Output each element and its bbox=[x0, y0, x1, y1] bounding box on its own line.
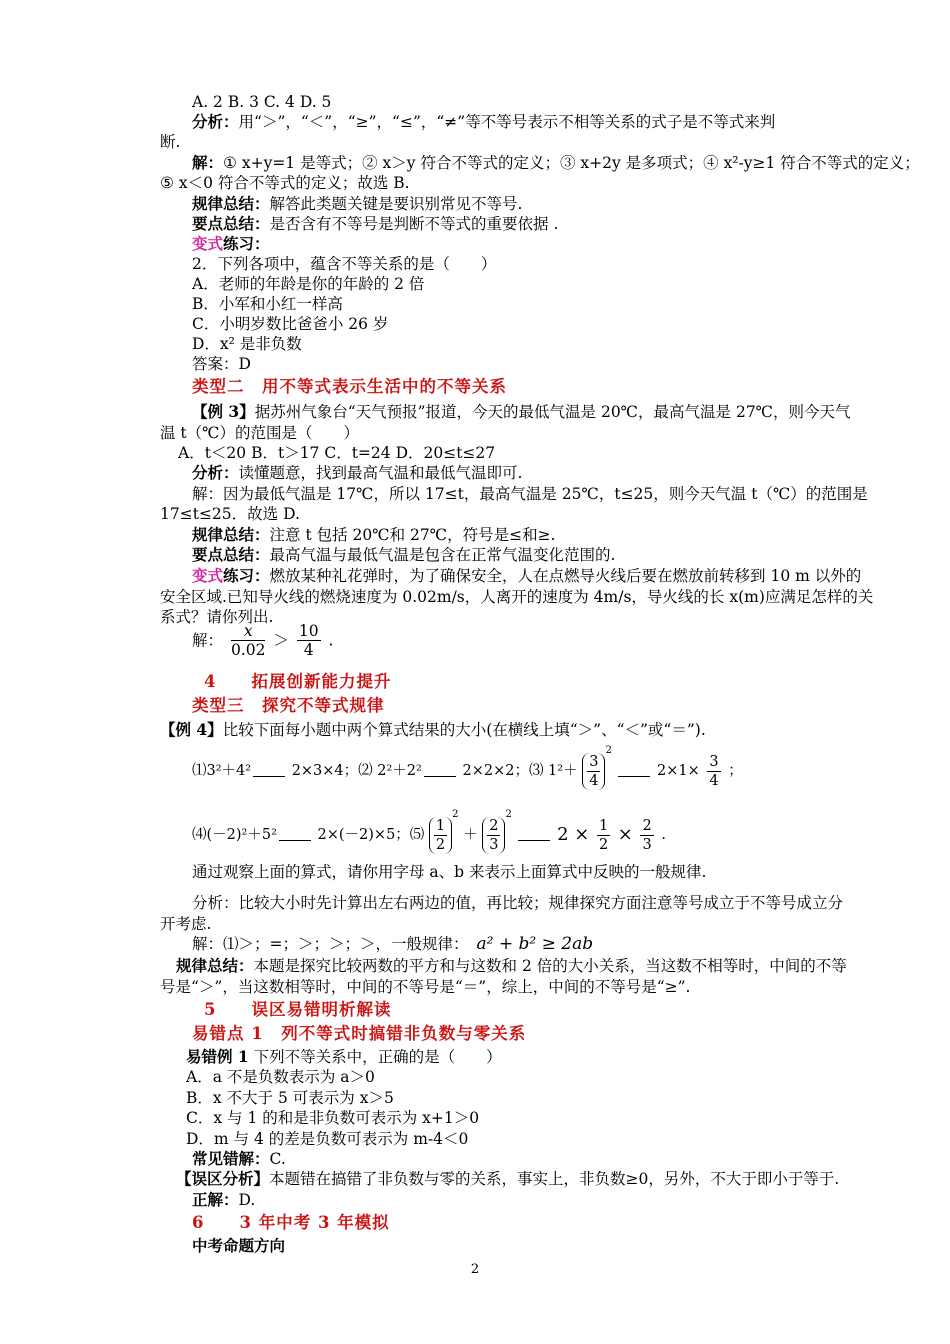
blank-4 bbox=[279, 826, 311, 841]
key-summary: 要点总结：最高气温与最低气温是包含在正常气温变化范围的. bbox=[192, 545, 616, 564]
option-b: B．x 不大于 5 可表示为 x＞5 bbox=[186, 1089, 394, 1107]
example4-line: 【例 4】比较下面每小题中两个算式结果的大小(在横线上填“＞”、“＜”或“＝”). bbox=[160, 720, 706, 739]
analysis-line: 分析：比较大小时先计算出左右两边的值，再比较；规律探究方面注意等号成立于不等号成立分 bbox=[192, 894, 844, 912]
solution-inequality: 解： $\frac{x}{0.02}$ ＞ $\frac{10}{4}$ . bbox=[192, 622, 334, 659]
text-line: 号是“＞”，当这数相等时，中间的不等号是“＝”，综上，中间的不等号是“≥”. bbox=[160, 978, 691, 996]
paren-3-over-4: $\frac{3}{4}$ bbox=[582, 753, 605, 790]
section-heading-type3: 类型三 探究不等式规律 bbox=[192, 696, 385, 715]
solution-line: 解：⑴＞；=；＞；＞；＞，一般规律： a² + b² ≥ 2ab bbox=[192, 934, 594, 954]
option-d: D．m 与 4 的差是负数可表示为 m-4＜0 bbox=[186, 1130, 469, 1148]
rule-summary: 规律总结：解答此类题关键是要识别常见不等号. bbox=[192, 194, 523, 213]
options-line: A. 2 B. 3 C. 4 D. 5 bbox=[192, 93, 332, 111]
equation-row-1: ⑴3²＋4² 2×3×4；⑵ 2²＋2² 2×2×2；⑶ 1²＋ $\frac{3}{4}$ $^2$ 2×1× $\frac{3}{4}$ ； bbox=[192, 745, 743, 789]
section-heading-type2: 类型二 用不等式表示生活中的不等关系 bbox=[192, 377, 507, 396]
text-line: 温 t（℃）的范围是（ ） bbox=[160, 424, 359, 442]
variant-exercise-heading: 变式练习： bbox=[192, 234, 270, 253]
answer-line: 答案：D bbox=[192, 355, 251, 373]
section-heading-5: 5 误区易错明析解读 bbox=[204, 1000, 392, 1019]
text-line: 开考虑. bbox=[160, 915, 212, 933]
paren-1-over-2: $\frac{1}{2}$ bbox=[429, 817, 452, 854]
error-analysis-line: 【误区分析】本题错在搞错了非负数与零的关系，事实上，非负数≥0，另外，不大于即小于等于. bbox=[176, 1169, 840, 1188]
options-line: A．t＜20 B．t＞17 C．t=24 D．20≤t≤27 bbox=[178, 444, 496, 462]
text-line: 安全区域.已知导火线的燃烧速度为 0.02m/s，人离开的速度为 4m/s，导火线的长 x(m)应满足怎样的关 bbox=[160, 588, 874, 606]
option-a: A．老师的年龄是你的年龄的 2 倍 bbox=[192, 275, 425, 293]
blank-3 bbox=[618, 762, 650, 777]
blank-5 bbox=[518, 826, 550, 841]
option-c: C．小明岁数比爸爸小 26 岁 bbox=[192, 315, 389, 333]
key-summary: 要点总结：是否含有不等号是判断不等式的重要依据 . bbox=[192, 214, 559, 233]
section-heading-6: 6 3 年中考 3 年模拟 bbox=[192, 1213, 390, 1232]
variant-exercise-line: 变式练习：燃放某种礼花弹时，为了确保安全，人在点燃导火线后要在燃放前转移到 10 m 以外的 bbox=[192, 566, 862, 585]
text-line: 17≤t≤25．故选 D. bbox=[160, 505, 300, 523]
option-b: B．小军和小红一样高 bbox=[192, 295, 343, 313]
rule-summary: 规律总结：本题是探究比较两数的平方和与这数和 2 倍的大小关系，当这数不相等时，中间的不等 bbox=[176, 956, 847, 975]
error-point-heading: 易错点 1 列不等式时搞错非负数与零关系 bbox=[192, 1024, 527, 1043]
option-c: C．x 与 1 的和是非负数可表示为 x+1＞0 bbox=[186, 1109, 480, 1127]
fraction-10-over-4: $\frac{10}{4}$ bbox=[298, 622, 319, 659]
solution-line: 解：① x+y=1 是等式；② x＞y 符合不等式的定义；③ x+2y 是多项式；④ x²-y≥1 符合不等式的定义； bbox=[192, 153, 920, 172]
error-example-line: 易错例 1 下列不等关系中，正确的是（ ） bbox=[186, 1047, 502, 1066]
fraction-x-over-002: $\frac{x}{0.02}$ bbox=[230, 622, 266, 659]
analysis-line: 分析：读懂题意，找到最高气温和最低气温即可. bbox=[192, 463, 523, 482]
general-rule-formula: a² + b² ≥ 2ab bbox=[476, 934, 594, 954]
text-line: 系式？请你列出. bbox=[160, 608, 274, 626]
solution-line: 解：因为最低气温是 17℃，所以 17≤t，最高气温是 25℃，t≤25，则今天气温 t（℃）的范围是 bbox=[192, 485, 868, 503]
text-line: 断. bbox=[160, 133, 181, 151]
rule-summary: 规律总结：注意 t 包括 20℃和 27℃，符号是≤和≥. bbox=[192, 525, 556, 544]
fraction-3-over-4: $\frac{3}{4}$ bbox=[709, 753, 719, 789]
analysis-line: 分析：用“＞”，“＜”，“≥”，“≤”，“≠”等不等号表示不相等关系的式子是不等式来判 bbox=[192, 112, 776, 131]
example3-line: 【例 3】据苏州气象台“天气预报”报道，今天的最低气温是 20℃，最高气温是 27℃，则今天气 bbox=[192, 402, 851, 421]
paren-2-over-3: $\frac{2}{3}$ bbox=[482, 817, 505, 854]
text-line: ⑤ x＜0 符合不等式的定义；故选 B. bbox=[160, 174, 410, 192]
fraction-2-over-3: $\frac{2}{3}$ bbox=[642, 817, 652, 853]
common-error-line: 常见错解：C. bbox=[192, 1149, 286, 1168]
blank-2 bbox=[424, 762, 456, 777]
option-a: A．a 不是负数表示为 a＞0 bbox=[186, 1068, 375, 1086]
question-line: 2．下列各项中，蕴含不等关系的是（ ） bbox=[192, 255, 497, 273]
equation-row-2: ⑷(－2)²＋5² 2×(－2)×5；⑸ $\frac{1}{2}$ $^2$ ＋ $\frac{2}{3}$ $^2$ 2 × $\frac{1}{2}$ × $\frac{2}{3}$ . bbox=[192, 809, 666, 853]
text-line: 通过观察上面的算式，请你用字母 a、b 来表示上面算式中反映的一般规律. bbox=[192, 863, 707, 881]
blank-1 bbox=[253, 762, 285, 777]
page-number: 2 bbox=[470, 1262, 480, 1277]
exam-direction-heading: 中考命题方向 bbox=[192, 1236, 286, 1255]
option-d: D．x² 是非负数 bbox=[192, 335, 302, 353]
section-heading-4: 4 拓展创新能力提升 bbox=[204, 672, 392, 691]
fraction-1-over-2: $\frac{1}{2}$ bbox=[598, 817, 609, 853]
correct-answer-line: 正解：D. bbox=[192, 1190, 256, 1209]
